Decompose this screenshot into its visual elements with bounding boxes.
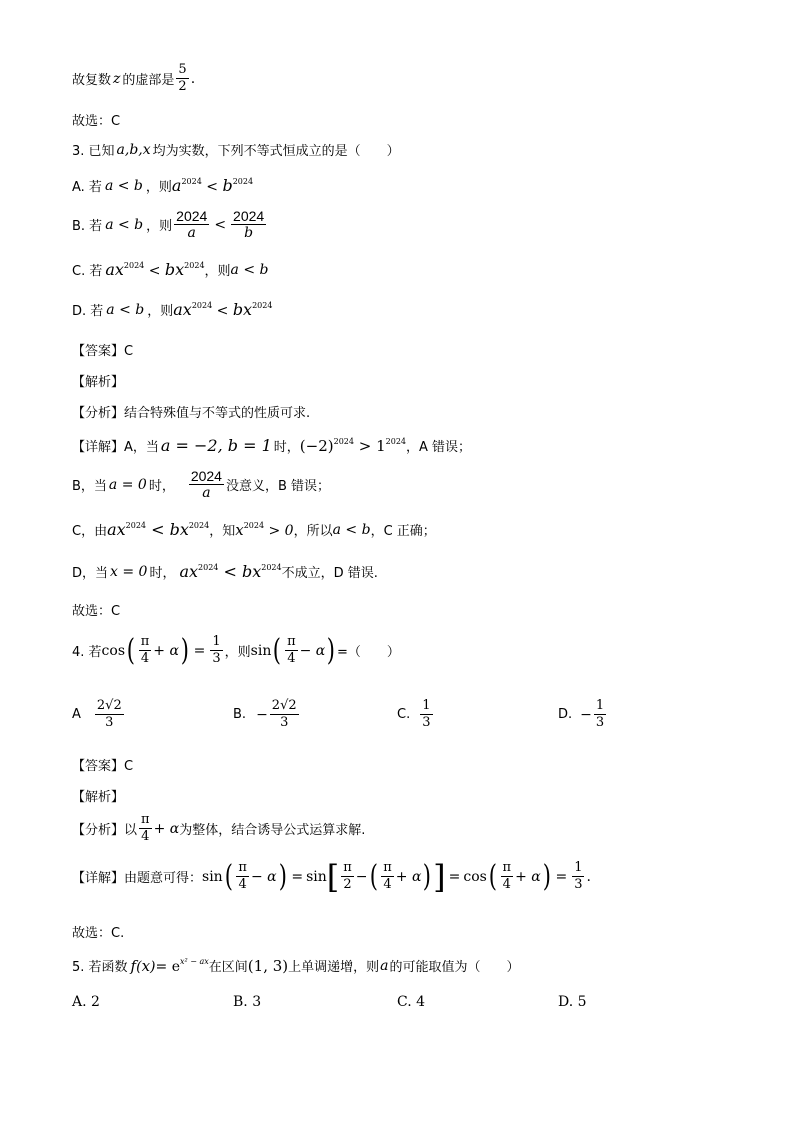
math: = [193,642,206,659]
text: C，由 [72,524,108,539]
math: a < b [332,521,371,538]
text: 【分析】以 [72,823,138,838]
fraction-numerator: 1 [574,860,583,875]
q3-fenxi: 【分析】结合特殊值与不等式的性质可求. [72,406,311,421]
text: ，A 错误； [406,440,472,455]
fraction [420,698,432,731]
math: a < b [105,216,144,233]
fraction [381,860,394,893]
question-3-stem [72,140,400,159]
math: $a^{2024} < b^{2024}$ [171,176,254,195]
q4-choose: 故选：C. [72,926,125,941]
paren: ) [542,858,551,894]
math: = $e^{x^2 - ax}$ [155,956,209,975]
fraction-numerator: π [287,634,296,649]
text: 在区间 [208,960,248,975]
text: 故复数 [72,73,112,88]
text: 时， [273,440,300,455]
math: x = 0 [110,563,148,580]
fraction [95,698,124,731]
q5-option-b: B. 3 [233,994,262,1010]
option-label: C. 若 [72,264,103,279]
text: 均为实数，下列不等式恒成立的是（ ） [152,144,400,159]
fraction-denominator: 3 [422,715,431,730]
fraction-denominator: 3 [212,651,221,666]
math-func: sin [250,642,272,659]
q3-choose: 故选：C [72,604,121,619]
text: D，当 [72,566,109,581]
fraction-denominator: 4 [383,877,392,892]
q4-detail [72,857,591,896]
fraction [189,468,224,501]
fraction [210,634,222,667]
fraction-denominator: a [202,485,211,501]
math: < [214,216,227,233]
fraction-denominator: 3 [595,715,605,730]
paren: ) [278,858,287,894]
fraction [341,860,354,893]
paren: ) [180,632,189,668]
q4-option-b [233,698,301,731]
fraction-numerator: 2√2 [96,698,122,713]
fraction [139,812,152,845]
text: 为整体，结合诱导公式运算求解. [179,823,366,838]
fraction-denominator: 3 [105,715,114,730]
math-func: cos [101,642,126,659]
fraction-numerator: π [238,860,247,875]
fraction-denominator: 2 [343,877,352,892]
text: ，C 正确； [370,524,436,539]
text: =（ ） [336,645,400,660]
text: 时， [148,479,175,494]
math: $ax^{2024} < bx^{2024}$ [105,260,205,279]
choose-1: 故选：C [72,114,121,129]
fraction-numerator: 1 [595,698,605,713]
q3-jiexi: 【解析】 [72,375,125,390]
fraction [594,698,606,731]
math: = [291,868,304,885]
math: + α [395,868,422,885]
fraction [174,208,209,241]
fraction-numerator: 2024 [176,208,208,224]
fraction-numerator: 2024 [233,208,265,224]
q3-option-a [72,176,253,195]
text: 不成立，D 错误. [281,566,378,581]
q3-detail-b [72,468,330,501]
q4-answer: 【答案】C [72,759,134,774]
fraction [176,62,188,95]
q4-fenxi [72,812,365,845]
q4-jiexi: 【解析】 [72,790,125,805]
fraction-numerator: 5 [178,62,187,77]
fraction-denominator: 4 [238,877,247,892]
fraction-denominator: 2 [178,79,187,94]
math: f(x) [130,956,156,975]
text: 4. 若 [72,645,102,660]
fraction [501,860,514,893]
math: + α [153,820,180,837]
math-func: cos [463,868,487,885]
question-5-stem [72,956,520,975]
q5-option-d: D. 5 [558,994,587,1010]
text: . [190,70,196,87]
option-label: D. 若 [72,304,104,319]
fraction-denominator: 4 [502,877,511,892]
fraction-denominator: 4 [287,651,296,666]
q3-option-b [72,208,268,241]
fraction-denominator: a [187,225,196,241]
fraction [236,860,249,893]
fraction-denominator: 3 [574,877,583,892]
math: a < b [104,177,143,194]
fraction-numerator: 1 [422,698,431,713]
option-label: D. [558,707,573,722]
paren: ( [126,632,135,668]
text: 【详解】A，当 [72,440,159,455]
math: − α [250,868,277,885]
paren: ( [224,858,233,894]
text: ，所以 [293,524,333,539]
text: 3. 已知 [72,144,115,159]
text: ，则 [224,645,251,660]
math: − α [299,642,326,659]
option-label: B. [233,707,247,722]
q4-option-a [72,698,126,731]
math: a < b [230,261,269,278]
math: $ax^{2024} < bx^{2024}$ [173,300,273,319]
math: a = 0 [108,476,147,493]
text: ，则 [147,304,174,319]
text: 上单调递增，则 [288,960,380,975]
fraction [572,860,584,893]
math: = [448,868,461,885]
fraction-numerator: π [140,634,150,649]
text: 5. 若函数 [72,960,128,975]
math: + α [515,868,541,885]
math: − [355,868,368,885]
math-func: sin [306,868,327,885]
fraction-numerator: π [141,812,150,827]
fraction [270,698,299,731]
math: a,b,x [116,141,151,158]
fraction-numerator: π [343,860,352,875]
math: $(-2)^{2024} > 1^{2024}$ [299,436,406,455]
q5-option-c: C. 4 [397,994,426,1010]
option-label: A [72,707,81,722]
fraction-denominator: b [244,225,254,241]
math: − [580,706,592,723]
q3-detail-d [72,562,378,581]
fraction-numerator: 2024 [190,468,222,484]
text: 时， [149,566,176,581]
fraction-denominator: 4 [140,651,150,666]
math-var: z [113,70,121,87]
bracket: ] [433,857,446,896]
math-func: sin [202,868,223,885]
q3-detail-a [72,436,471,455]
fraction-numerator: π [383,860,392,875]
math: $ax^{2024} < bx^{2024}$ [107,520,210,539]
paren: ( [273,632,282,668]
paren: ( [369,858,378,894]
q4-option-d [558,698,608,731]
text: 没意义，B 错误； [225,479,331,494]
fraction [231,208,266,241]
math: = [555,868,568,885]
math: + α [153,642,179,659]
math: (1, 3) [247,956,289,975]
fraction-numerator: π [502,860,512,875]
math-var: a [380,957,389,974]
text: ，则 [146,219,173,234]
text: B，当 [72,479,107,494]
text: 的可能取值为（ ） [389,960,520,975]
fraction [285,634,298,667]
paren: ) [423,858,432,894]
fraction-numerator: 1 [212,634,221,649]
fraction-numerator: 2√2 [271,698,297,713]
q5-option-a: A. 2 [72,994,100,1010]
q3-detail-c [72,520,436,539]
paren: ) [327,632,336,668]
option-label: A. 若 [72,180,102,195]
math: − [256,706,268,723]
text: . [586,868,591,885]
q3-option-c [72,260,269,279]
fraction-denominator: 4 [141,829,150,844]
text: ，则 [145,180,172,195]
text: ，则 [204,264,231,279]
prev-answer-line [72,62,195,95]
paren: ( [488,858,497,894]
bracket: [ [326,857,340,896]
math: $x^{2024} > 0$ [235,520,294,539]
question-4-stem [72,634,400,667]
text: ，知 [209,524,236,539]
fraction-denominator: 3 [280,715,289,730]
fraction [139,634,152,667]
q4-option-c [397,698,435,731]
math: a = −2, b = 1 [160,436,272,455]
math: a < b [106,301,145,318]
option-label: B. 若 [72,219,103,234]
q3-option-d [72,300,272,319]
q3-answer: 【答案】C [72,344,134,359]
text: 【详解】由题意可得： [72,871,203,886]
option-label: C. [397,707,411,722]
text: 的虚部是 [122,73,175,88]
math: $ax^{2024} < bx^{2024}$ [179,562,282,581]
